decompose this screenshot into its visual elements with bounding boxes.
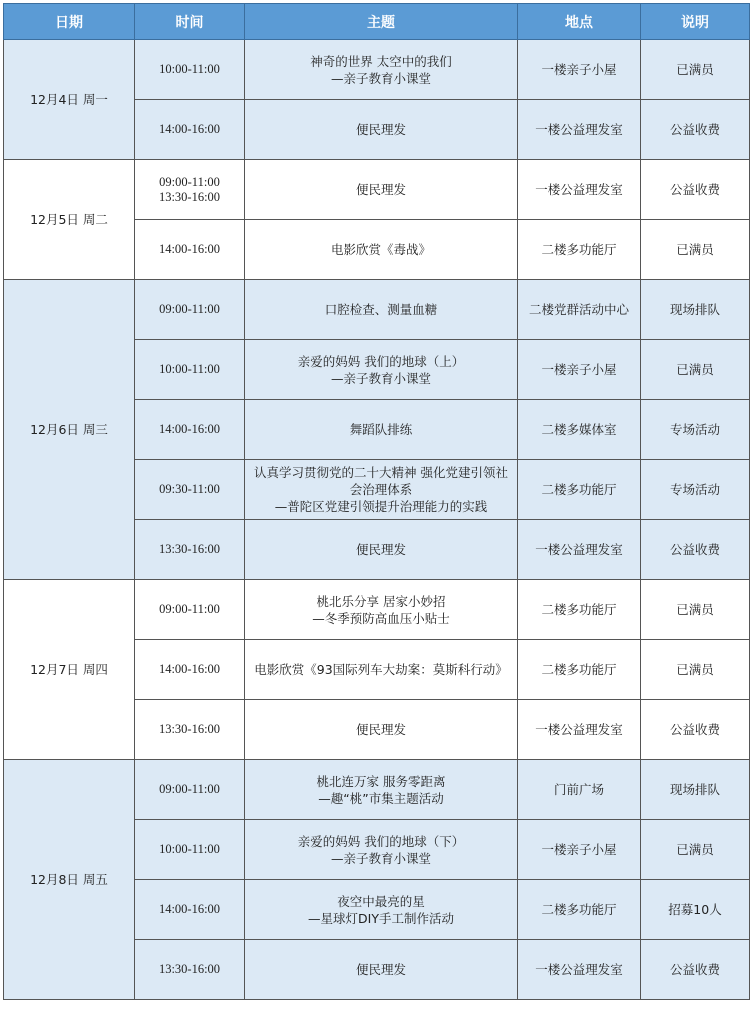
topic-line: 会治理体系 [349,482,413,497]
topic-cell [245,220,518,280]
topic-cell [245,400,518,460]
place-cell: 二楼多媒体室 [518,400,641,460]
topic-line: 电影欣赏《毒战》 [330,242,431,257]
topic-cell [245,880,518,940]
note-cell: 已满员 [641,580,750,640]
time-line: 09:00-11:00 [159,174,220,189]
time-line: 10:00-11:00 [159,842,220,856]
table-row [4,580,750,640]
time-line: 13:30-16:00 [158,542,221,556]
time-line: 09:00-11:00 [159,602,220,616]
note-cell: 公益收费 [641,700,750,760]
time-cell [135,280,245,340]
note-cell: 已满员 [641,820,750,880]
place-cell: 一楼亲子小屋 [518,820,641,880]
topic-line: 口腔检查、测量血糖 [324,302,438,317]
time-cell [135,820,245,880]
table-row [4,160,750,220]
topic-cell [245,820,518,880]
table-row [4,760,750,820]
topic-line: —亲子教育小课堂 [330,70,431,86]
time-cell [135,760,245,820]
place-cell: 一楼公益理发室 [518,100,641,160]
header-note: 说明 [641,4,750,40]
note-cell: 公益收费 [641,940,750,1000]
topic-line: 便民理发 [355,542,406,557]
topic-line: 电影欣赏《93国际列车大劫案：莫斯科行动》 [254,662,508,677]
header-place: 地点 [518,4,641,40]
topic-line: —普陀区党建引领提升治理能力的实践 [274,499,488,514]
time-line: 10:00-11:00 [159,362,220,376]
topic-cell [245,280,518,340]
place-cell: 门前广场 [518,760,641,820]
schedule-body [4,40,750,1000]
header-topic: 主题 [245,4,518,40]
topic-line: —趣“桃”市集主题活动 [318,790,444,806]
topic-cell [245,700,518,760]
topic-line: 便民理发 [355,962,406,977]
note-cell: 专场活动 [641,400,750,460]
topic-cell [245,640,518,700]
topic-line: 桃北连万家 服务零距离 [316,773,446,789]
topic-line: 亲爱的妈妈 我们的地球（下） [297,833,465,849]
header-row [4,4,750,40]
note-cell: 专场活动 [641,460,750,520]
date-cell: 12月8日 周五 [4,760,135,1000]
topic-cell [245,520,518,580]
time-line: 13:30-16:00 [158,189,221,204]
topic-line: —冬季预防高血压小贴士 [312,610,450,626]
note-cell: 已满员 [641,220,750,280]
table-row [4,280,750,340]
time-line: 14:00-16:00 [158,242,221,256]
note-cell: 现场排队 [641,280,750,340]
place-cell: 二楼多功能厅 [518,460,641,520]
date-cell: 12月7日 周四 [4,580,135,760]
schedule-table [3,3,750,1000]
time-cell [135,460,245,520]
note-cell: 公益收费 [641,160,750,220]
time-cell [135,100,245,160]
time-cell [135,400,245,460]
topic-line: 神奇的世界 太空中的我们 [310,53,452,69]
date-cell: 12月6日 周三 [4,280,135,580]
time-line: 14:00-16:00 [158,662,221,676]
place-cell: 一楼公益理发室 [518,700,641,760]
topic-line: 认真学习贯彻党的二十大精神 强化党建引领社 [254,465,508,480]
note-cell: 招募10人 [641,880,750,940]
topic-cell [245,940,518,1000]
note-cell: 已满员 [641,340,750,400]
place-cell: 一楼亲子小屋 [518,340,641,400]
note-cell: 已满员 [641,640,750,700]
time-cell [135,700,245,760]
place-cell: 二楼多功能厅 [518,220,641,280]
time-line: 14:00-16:00 [158,902,221,916]
topic-cell [245,340,518,400]
topic-cell [245,40,518,100]
time-cell [135,40,245,100]
topic-line: 夜空中最亮的星 [337,893,425,909]
time-cell [135,520,245,580]
topic-line: —亲子教育小课堂 [330,370,431,386]
topic-cell [245,580,518,640]
topic-line: 便民理发 [355,122,406,137]
time-cell [135,940,245,1000]
place-cell: 一楼亲子小屋 [518,40,641,100]
topic-cell [245,460,518,520]
topic-line: 桃北乐分享 居家小妙招 [316,593,446,609]
topic-line: 舞蹈队排练 [349,422,413,437]
time-line: 09:00-11:00 [159,782,220,796]
topic-line: 便民理发 [355,182,406,197]
topic-line: —星球灯DIY手工制作活动 [308,910,454,926]
topic-cell [245,160,518,220]
topic-cell [245,100,518,160]
place-cell: 一楼公益理发室 [518,940,641,1000]
time-line: 13:30-16:00 [158,962,221,976]
place-cell: 一楼公益理发室 [518,520,641,580]
note-cell: 现场排队 [641,760,750,820]
header-time: 时间 [135,4,245,40]
place-cell: 二楼党群活动中心 [518,280,641,340]
time-line: 14:00-16:00 [158,122,221,136]
time-line: 09:00-11:00 [159,302,220,316]
time-cell [135,340,245,400]
header-date: 日期 [4,4,135,40]
topic-line: —亲子教育小课堂 [330,850,431,866]
note-cell: 公益收费 [641,100,750,160]
time-line: 09:30-11:00 [159,482,220,496]
place-cell: 二楼多功能厅 [518,640,641,700]
topic-cell [245,760,518,820]
time-line: 10:00-11:00 [159,62,220,76]
topic-line: 亲爱的妈妈 我们的地球（上） [297,353,465,369]
time-cell [135,580,245,640]
date-cell: 12月4日 周一 [4,40,135,160]
time-cell [135,880,245,940]
time-line: 13:30-16:00 [158,722,221,736]
time-cell [135,220,245,280]
date-cell: 12月5日 周二 [4,160,135,280]
topic-line: 便民理发 [355,722,406,737]
time-line: 14:00-16:00 [158,422,221,436]
time-cell [135,640,245,700]
table-row [4,40,750,100]
note-cell: 已满员 [641,40,750,100]
place-cell: 一楼公益理发室 [518,160,641,220]
note-cell: 公益收费 [641,520,750,580]
time-cell [135,160,245,220]
place-cell: 二楼多功能厅 [518,580,641,640]
place-cell: 二楼多功能厅 [518,880,641,940]
